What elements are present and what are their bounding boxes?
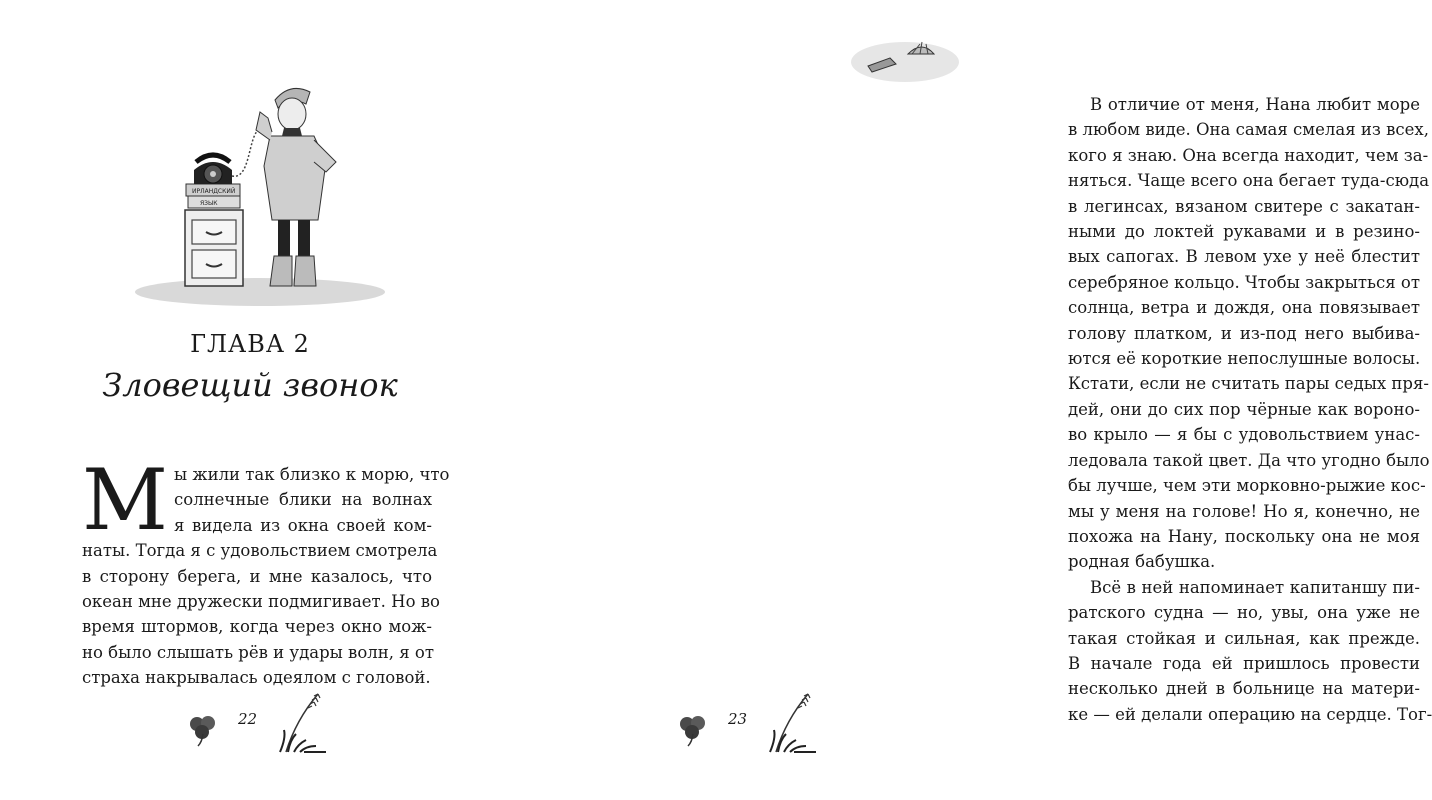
book-spine-1: ИРЛАНДСКИЙ [192, 188, 236, 195]
text-line: бы лучше, чем эти морковно-рыжие кос- [1068, 476, 1426, 496]
text-line: страха накрывалась одеялом с головой. [82, 668, 431, 688]
text-line: в сторону берега, и мне казалось, что [82, 566, 432, 586]
text-line: серебряное кольцо. Чтобы закрыться от [1068, 272, 1420, 292]
paragraph-1 [1068, 92, 1430, 575]
text-line: время штормов, когда через окно мож- [82, 617, 432, 637]
text-line: в любом виде. Она самая смелая из всех, [1068, 120, 1429, 140]
text-line: Всё в ней напоминает капитаншу пи- [1090, 577, 1420, 597]
text-line: няться. Чаще всего она бегает туда-сюда [1068, 171, 1430, 191]
text-line: солнца, ветра и дождя, она повязывает [1068, 298, 1420, 318]
text-line: вых сапогах. В левом ухе у неё блестит [1068, 247, 1420, 267]
text-line: в легинсах, вязаном свитере с закатан- [1068, 196, 1420, 216]
text-line: я видела из окна своей ком- [174, 515, 432, 535]
grass-icon [276, 690, 336, 754]
text-line: океан мне дружески подмигивает. Но во [82, 592, 440, 612]
grandmother-figure [256, 88, 336, 286]
text-line: дей, они до сих пор чёрные как вороно- [1068, 399, 1420, 419]
cabinet-icon [185, 210, 243, 286]
text-line: но было слышать рёв и удары волн, я от [82, 642, 434, 662]
seashells-icon [850, 36, 960, 86]
left-body-text [82, 451, 450, 691]
text-line: похожа на Нану, поскольку она не моя [1068, 526, 1420, 546]
text-line: во крыло — я бы с удовольствием унас- [1068, 425, 1420, 445]
right-page [500, 0, 1432, 800]
right-body-text [1068, 92, 1432, 727]
text-line: ы жили так близко к морю, что [174, 465, 450, 484]
chapter-number: ГЛАВА 2 [190, 330, 310, 358]
chapter-illustration [130, 70, 390, 310]
book-spine-2: ЯЗЫК [200, 200, 218, 207]
page-number-right: 23 [728, 710, 748, 728]
text-line: Кстати, если не считать пары седых пря- [1068, 374, 1429, 394]
books-icon [186, 184, 240, 208]
left-footer [180, 690, 400, 760]
text-line: ке — ей делали операцию на сердце. Тог- [1068, 704, 1432, 724]
text-line: родная бабушка. [1068, 552, 1216, 572]
text-line: ются её короткие непослушные волосы. [1068, 349, 1421, 369]
left-page [0, 0, 500, 800]
page-number-left: 22 [238, 710, 258, 728]
text-line: ледовала такой цвет. Да что угодно было [1068, 450, 1430, 470]
text-line: наты. Тогда я с удовольствием смотрела [82, 541, 438, 561]
text-line: солнечные блики на волнах [174, 490, 432, 510]
clover-icon [676, 712, 710, 746]
telephone-icon [194, 130, 258, 184]
text-line: кого я знаю. Она всегда находит, чем за- [1068, 145, 1429, 165]
grass-icon [766, 690, 826, 754]
text-line: В отличие от меня, Нана любит море [1090, 95, 1420, 114]
floor-shadow [135, 278, 385, 306]
text-line: ратского судна — но, увы, она уже не [1068, 603, 1420, 623]
text-line: голову платком, и из-под него выбива- [1068, 323, 1420, 343]
text-line: несколько дней в больнице на матери- [1068, 679, 1420, 699]
text-line: В начале года ей пришлось провести [1068, 653, 1420, 673]
right-footer [670, 690, 890, 760]
text-line: такая стойкая и сильная, как прежде. [1068, 628, 1420, 648]
clover-icon [186, 712, 220, 746]
text-line: ными до локтей рукавами и в резино- [1068, 222, 1420, 242]
drop-cap: М [82, 451, 169, 549]
text-line: мы у меня на голове! Но я, конечно, не [1068, 501, 1420, 521]
chapter-title: Зловещий звонок [102, 366, 398, 404]
paragraph-2 [1068, 575, 1432, 727]
